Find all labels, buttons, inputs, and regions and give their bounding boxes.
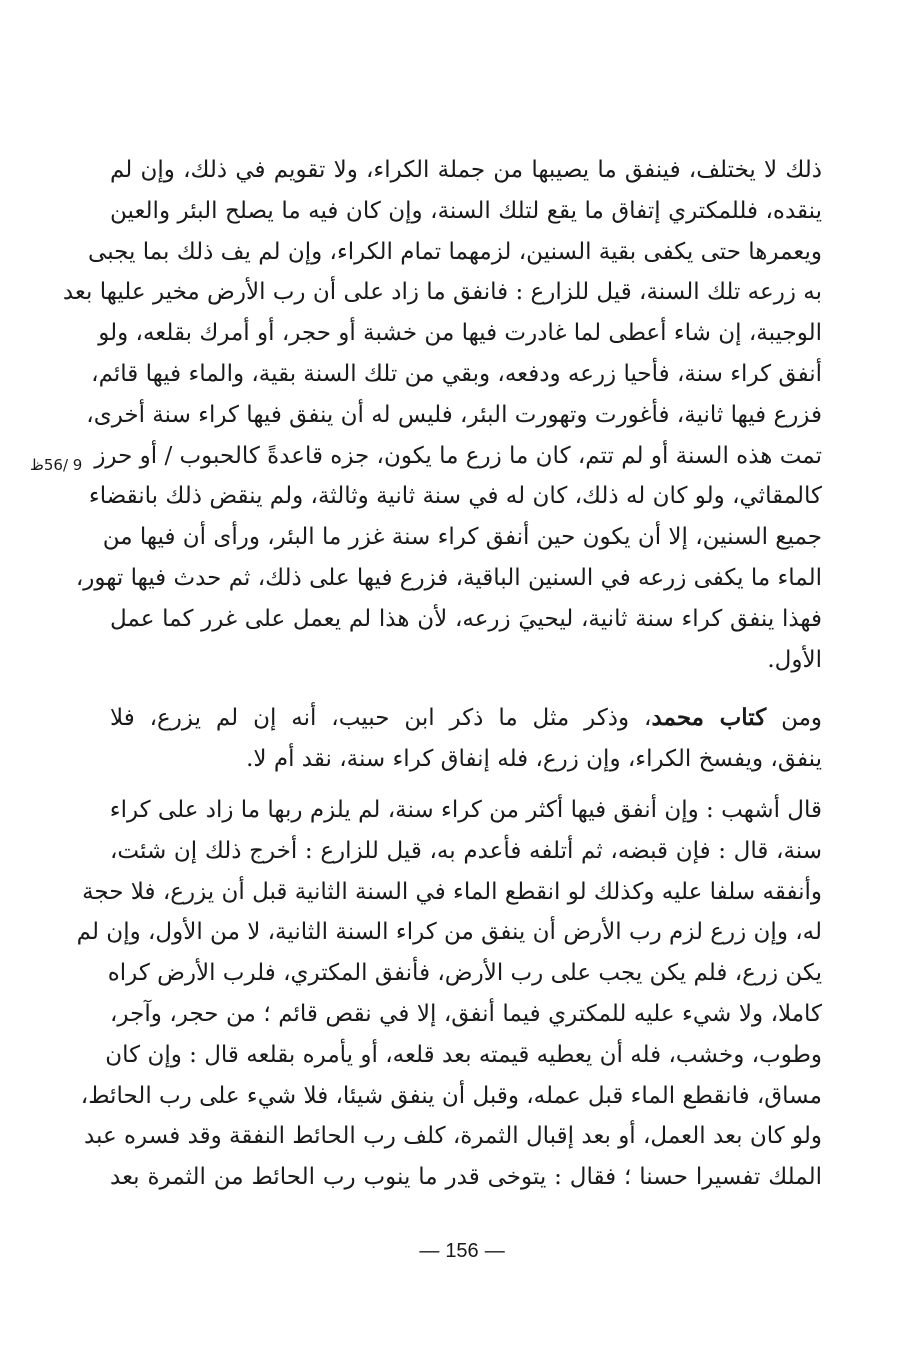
text-line: ينفق، ويفسخ الكراء، وإن زرع، فله إنفاق كراء سنة، نقد أم لا.: [246, 745, 822, 772]
page-number-dash: —: [484, 1240, 505, 1262]
text-line: الوجيبة، إن شاء أعطى لما غادرت فيها من خشبة أو حجر، أو أمرك بقلعه، ولو: [98, 320, 822, 347]
folio-margin-note: 9 /56ظ: [30, 456, 83, 474]
text-line: فهذا ينفق كراء سنة ثانية، ليحييَ زرعه، لأن هذا لم يعمل على غرر كما عمل: [110, 605, 822, 632]
text-line: أنفق كراء سنة، فأحيا زرعه ودفعه، وبقي من تلك السنة بقية، والماء فيها قائم،: [91, 360, 822, 387]
page-number-dash: —: [419, 1240, 440, 1262]
text-line: الماء ما يكفى زرعه في السنين الباقية، فزرع فيها على ذلك، ثم حدث فيها تهور،: [75, 564, 822, 591]
text-line: يكن زرع، فلم يكن يجب على رب الأرض، فأنفق المكتري، فلرب الأرض كراه: [107, 960, 822, 987]
text-line: الأول.: [767, 646, 822, 673]
paragraph-1: [62, 150, 822, 680]
paragraph-2: [110, 698, 822, 780]
text-line: به زرعه تلك السنة، قيل للزارع : فانفق ما زاد على أن رب الأرض مخير عليها بعد: [62, 279, 822, 306]
page-number: [0, 1240, 924, 1263]
text-line: تمت هذه السنة أو لم تتم، كان ما زرع ما يكون، جزه قاعدةً كالحبوب / أو حرز: [94, 442, 822, 469]
text-line: ويعمرها حتى يكفى بقية السنين، لزمهما تمام الكراء، وإن لم يف ذلك بما يجبى: [88, 238, 822, 265]
text-line: جميع السنين، إلا أن يكون حين أنفق كراء سنة غزر ما البئر، ورأى أن فيها من: [102, 524, 822, 551]
text-line: مساق، فانقطع الماء قبل عمله، وقبل أن ينفق شيئا، فلا شيء على رب الحائط،: [80, 1082, 822, 1109]
page-number-value: 156: [445, 1240, 479, 1262]
text-line: كالمقاثي، ولو كان له ذلك، كان له في سنة ثانية وثالثة، ولم ينقض ذلك بانقضاء: [88, 483, 822, 510]
text-line: سنة، قال : فإن قبضه، ثم أتلفه فأعدم به، قيل للزارع : أخرج ذلك إن شئت،: [110, 837, 822, 864]
text-line: كاملا، ولا شيء عليه للمكتري فيما أنفق، إلا في نقص قائم ؛ من حجر، وآجر،: [110, 1000, 822, 1027]
text-line: ذلك لا يختلف، فينفق ما يصيبها من جملة الكراء، ولا تقويم في ذلك، وإن لم: [110, 157, 822, 183]
text-line: ولو كان بعد العمل، أو بعد إقبال الثمرة، كلف رب الحائط النفقة وقد فسره عبد: [83, 1123, 822, 1150]
text-line: وطوب، وخشب، فله أن يعطيه قيمته بعد قلعه، أو يأمره بقلعه قال : وإن كان: [105, 1041, 822, 1068]
text-line: فزرع فيها ثانية، فأغورت وتهورت البئر، فليس له أن ينفق فيها كراء سنة أخرى،: [86, 401, 822, 428]
text-line: وأنفقه سلفا عليه وكذلك لو انقطع الماء في السنة الثانية قبل أن يزرع، فلا حجة: [82, 878, 822, 905]
text-line: الملك تفسيرا حسنا ؛ فقال : يتوخى قدر ما ينوب رب الحائط من الثمرة بعد: [110, 1164, 822, 1191]
text-line: ينقده، فللمكتري إتفاق ما يقع لتلك السنة، وإن كان فيه ما يصلح البئر والعين: [110, 197, 822, 224]
text-line: له، وإن زرع لزم رب الأرض أن ينفق من كراء السنة الثانية، لا من الأول، وإن لم: [76, 919, 822, 946]
text-line-with-bold-term: ومن كتاب محمد، وذكر مثل ما ذكر ابن حبيب، أنه إن لم يزرع، فلا: [110, 704, 823, 731]
paragraph-3: [76, 790, 822, 1198]
text-line: قال أشهب : وإن أنفق فيها أكثر من كراء سنة، لم يلزم ربها ما زاد على كراء: [109, 797, 822, 823]
bold-book-title: كتاب محمد: [651, 704, 767, 731]
